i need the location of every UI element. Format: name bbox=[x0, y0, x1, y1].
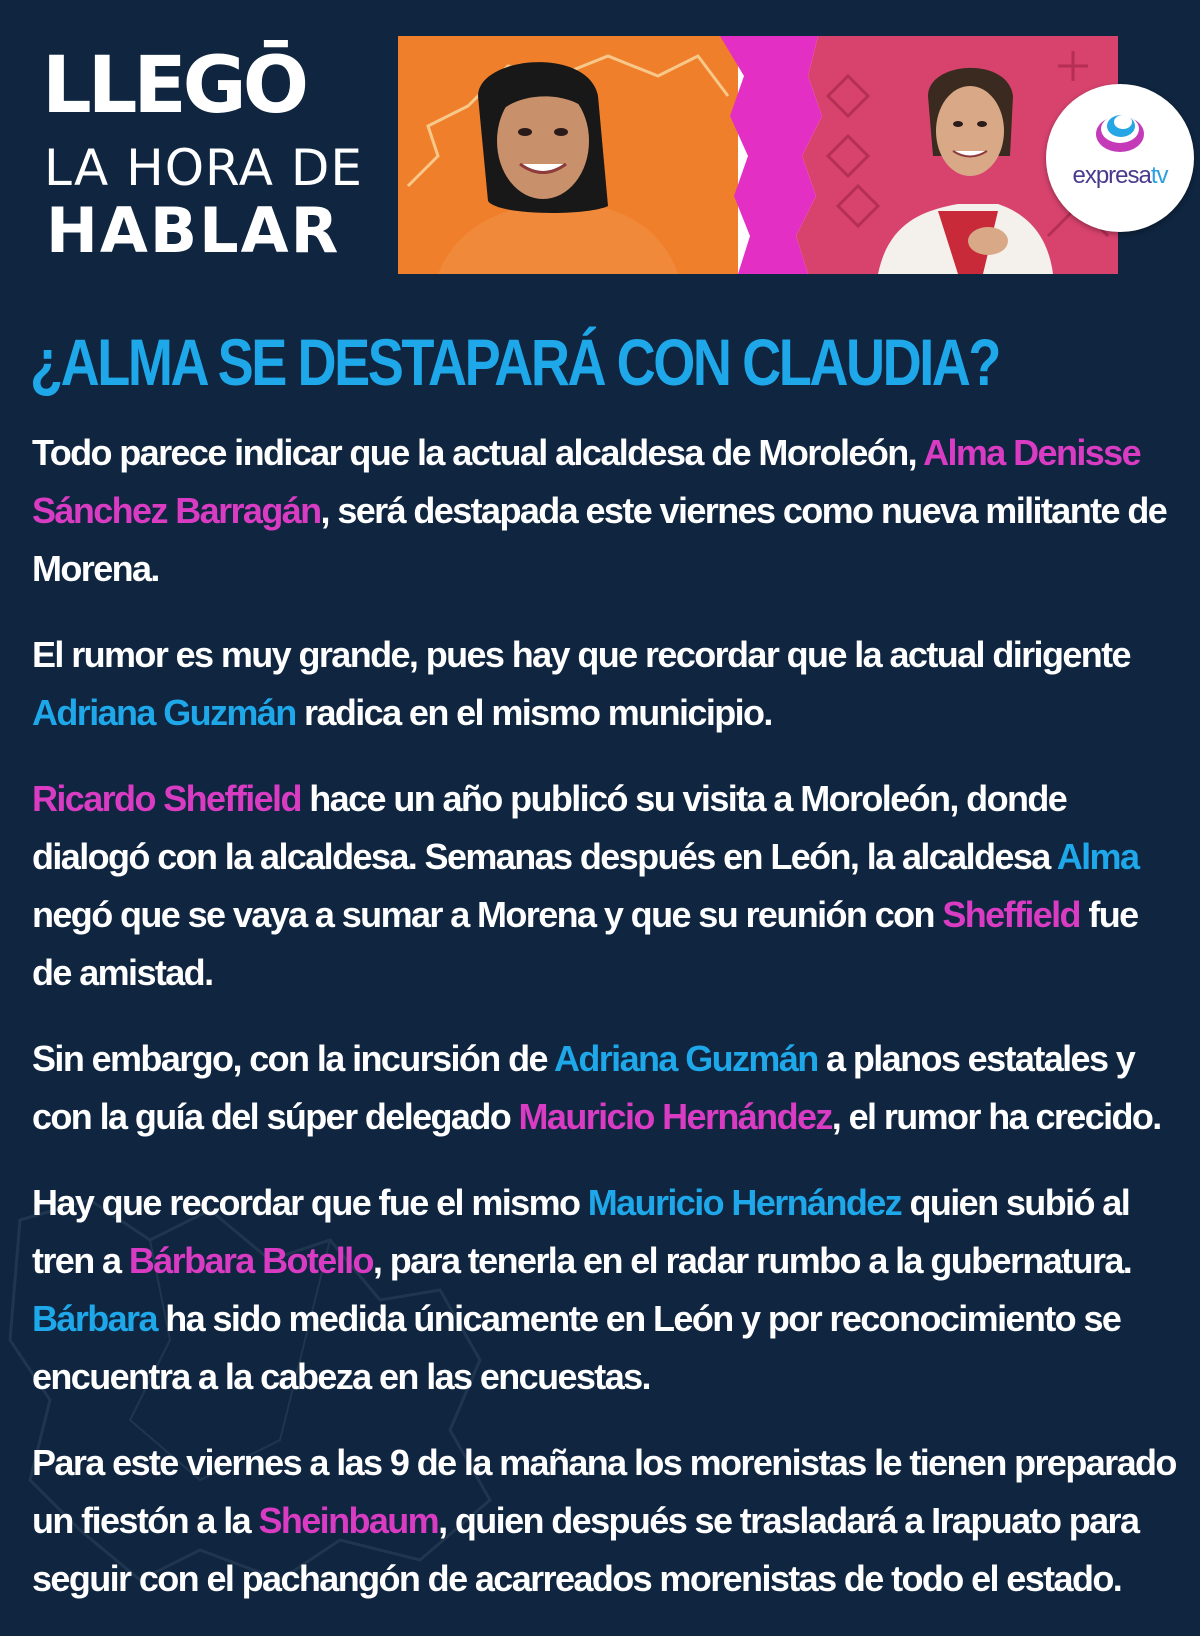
highlight-name: Adriana Guzmán bbox=[553, 1038, 818, 1079]
paragraph-4: Sin embargo, con la incursión de Adriana Guzmán a planos estatales y con la guía del súper delegado Mauricio Hernández, el rumor ha crecido. bbox=[32, 1038, 1161, 1137]
article-headline: ¿ALMA SE DESTAPARÁ CON CLAUDIA? bbox=[30, 325, 1000, 399]
paragraph-5: Hay que recordar que fue el mismo Mauricio Hernández quien subió al tren a Bárbara Botello, para tenerla en el radar rumbo a la gubernatura. Bárbara ha sido medida únicamente en León y por reconocimiento se encuentra a la cabeza en las encuestas. bbox=[32, 1182, 1132, 1397]
highlight-name: Bárbara Botello bbox=[128, 1240, 373, 1281]
expresa-tv-wordmark: expresatv bbox=[1072, 162, 1168, 189]
expresa-tv-logo-badge bbox=[1046, 84, 1194, 232]
paragraph-1: Todo parece indicar que la actual alcaldesa de Moroleón, Alma Denisse Sánchez Barragán, será destapada este viernes como nueva militante de Morena. bbox=[32, 432, 1167, 589]
paragraph-6: Para este viernes a las 9 de la mañana los morenistas le tienen preparado un fiestón a la Sheinbaum, quien después se trasladará a Irapuato para seguir con el pachangón de acarreados morenistas de todo el estado. bbox=[32, 1442, 1176, 1599]
program-logo bbox=[42, 40, 387, 270]
logo-line-2: LA HORA DE bbox=[44, 139, 363, 197]
highlight-name: Mauricio Hernández bbox=[518, 1096, 832, 1137]
header bbox=[0, 0, 1200, 290]
photo-collage bbox=[398, 36, 1118, 274]
paragraph-2: El rumor es muy grande, pues hay que recordar que la actual dirigente Adriana Guzmán radica en el mismo municipio. bbox=[32, 634, 1130, 733]
highlight-name: Sheinbaum bbox=[258, 1500, 439, 1541]
highlight-name: Adriana Guzmán bbox=[32, 692, 296, 733]
highlight-name: Mauricio Hernández bbox=[587, 1182, 902, 1223]
paragraph-3: Ricardo Sheffield hace un año publicó su visita a Moroleón, donde dialogó con la alcaldesa. Semanas después en León, la alcaldesa Alma negó que se vaya a sumar a Morena y que su reunión con Sheffield fue de amistad. bbox=[32, 778, 1139, 993]
highlight-name: Bárbara bbox=[32, 1298, 157, 1339]
highlight-name: Alma Denisse Sánchez Barragán bbox=[32, 432, 1141, 531]
logo-line-1: LLEGŌ bbox=[42, 41, 306, 131]
highlight-name: Sheffield bbox=[942, 894, 1080, 935]
logo-line-3: HABLAR bbox=[46, 194, 341, 267]
highlight-name: Alma bbox=[1056, 836, 1139, 877]
highlight-name: Ricardo Sheffield bbox=[32, 778, 301, 819]
header-photo-banner bbox=[398, 36, 1118, 274]
expresa-swirl-icon bbox=[1090, 104, 1150, 156]
article-body bbox=[32, 424, 1176, 1636]
